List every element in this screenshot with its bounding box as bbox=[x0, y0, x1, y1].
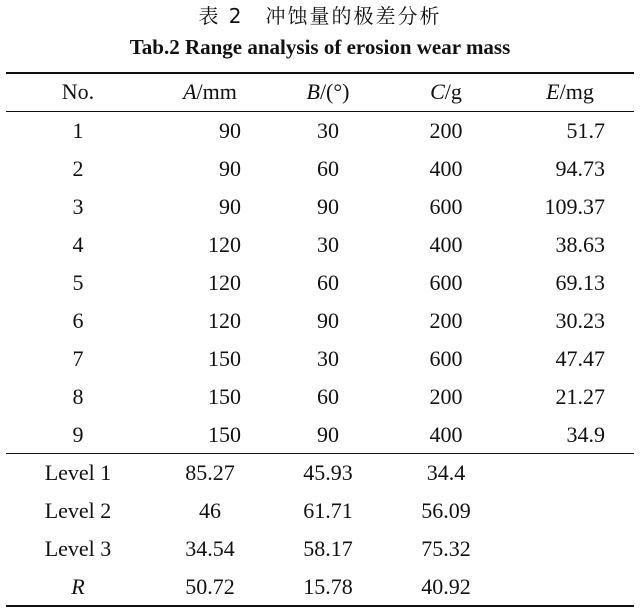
bottom-rule bbox=[6, 605, 634, 607]
summary-a: 46 bbox=[199, 498, 221, 523]
summary-b: 58.17 bbox=[303, 536, 353, 561]
cell-e-value: 38.63 bbox=[555, 232, 605, 257]
table-header-row bbox=[0, 73, 640, 111]
cell-no: 1 bbox=[72, 118, 84, 143]
table-caption-english: Tab.2 Range analysis of erosion wear mass bbox=[129, 35, 511, 59]
cell-a-value: 90 bbox=[219, 194, 241, 219]
cell-b: 60 bbox=[317, 384, 339, 409]
cell-c: 400 bbox=[429, 156, 463, 181]
summary-label: Level 1 bbox=[44, 460, 112, 485]
cell-e bbox=[500, 188, 640, 226]
cell-e bbox=[500, 416, 640, 454]
cell-e-value: 109.37 bbox=[544, 194, 605, 219]
table-row bbox=[0, 416, 640, 454]
cell-e bbox=[500, 340, 640, 378]
cell-c: 600 bbox=[429, 270, 463, 295]
cell-e bbox=[500, 150, 640, 188]
table-row bbox=[0, 188, 640, 226]
summary-label: Level 2 bbox=[44, 498, 112, 523]
header-c bbox=[376, 73, 516, 111]
cell-a-value: 120 bbox=[208, 308, 241, 333]
cell-a-value: 90 bbox=[219, 156, 241, 181]
cell-b: 90 bbox=[317, 422, 339, 447]
header-c-unit: /g bbox=[444, 79, 462, 104]
header-e-unit: /mg bbox=[559, 79, 594, 104]
header-b-var: B bbox=[306, 79, 320, 104]
header-a-var: A bbox=[183, 79, 197, 104]
cell-no: 2 bbox=[72, 156, 84, 181]
cell-e-value: 34.9 bbox=[566, 422, 605, 447]
summary-c: 40.92 bbox=[421, 574, 471, 599]
header-b-unit: /(°) bbox=[319, 79, 350, 104]
cell-c: 200 bbox=[429, 384, 463, 409]
table-row bbox=[0, 112, 640, 150]
summary-a: 85.27 bbox=[185, 460, 235, 485]
cell-no: 8 bbox=[72, 384, 84, 409]
cell-c: 400 bbox=[429, 422, 463, 447]
cell-b: 60 bbox=[317, 270, 339, 295]
summary-a: 34.54 bbox=[185, 536, 235, 561]
cell-no: 7 bbox=[72, 346, 84, 371]
table-row bbox=[0, 340, 640, 378]
cell-b: 30 bbox=[317, 232, 339, 257]
summary-c: 75.32 bbox=[421, 536, 471, 561]
summary-label: Level 3 bbox=[44, 536, 112, 561]
summary-row-level-3 bbox=[0, 530, 640, 568]
table-row bbox=[0, 150, 640, 188]
cell-no: 4 bbox=[72, 232, 84, 257]
table-row bbox=[0, 378, 640, 416]
cell-c: 600 bbox=[429, 346, 463, 371]
cell-e bbox=[500, 112, 640, 150]
cell-c: 400 bbox=[429, 232, 463, 257]
header-e-var: E bbox=[546, 79, 560, 104]
cell-a-value: 150 bbox=[208, 422, 241, 447]
summary-label: R bbox=[71, 574, 85, 599]
cell-e-value: 47.47 bbox=[555, 346, 605, 371]
cell-no: 5 bbox=[72, 270, 84, 295]
header-e bbox=[500, 73, 640, 111]
cell-e-value: 21.27 bbox=[555, 384, 605, 409]
cell-e bbox=[500, 302, 640, 340]
summary-b: 45.93 bbox=[303, 460, 353, 485]
header-a-unit: /mm bbox=[196, 79, 237, 104]
cell-b: 30 bbox=[317, 118, 339, 143]
header-no: No. bbox=[61, 79, 95, 104]
header-c-var: C bbox=[430, 79, 445, 104]
cell-c: 200 bbox=[429, 308, 463, 333]
cell-a-value: 150 bbox=[208, 384, 241, 409]
cell-no: 3 bbox=[72, 194, 84, 219]
cell-c: 200 bbox=[429, 118, 463, 143]
cell-e-value: 69.13 bbox=[555, 270, 605, 295]
summary-b: 61.71 bbox=[303, 498, 353, 523]
cell-b: 90 bbox=[317, 194, 339, 219]
summary-row-level-2 bbox=[0, 492, 640, 530]
summary-c: 56.09 bbox=[421, 498, 471, 523]
table-row bbox=[0, 226, 640, 264]
summary-a: 50.72 bbox=[185, 574, 235, 599]
cell-e bbox=[500, 378, 640, 416]
cell-c: 600 bbox=[429, 194, 463, 219]
cell-a-value: 150 bbox=[208, 346, 241, 371]
cell-b: 30 bbox=[317, 346, 339, 371]
cell-b: 60 bbox=[317, 156, 339, 181]
summary-row-level-1 bbox=[0, 454, 640, 492]
summary-b: 15.78 bbox=[303, 574, 353, 599]
cell-b: 90 bbox=[317, 308, 339, 333]
cell-a-value: 120 bbox=[208, 232, 241, 257]
cell-no: 9 bbox=[72, 422, 84, 447]
table-caption-chinese: 表 2 冲蚀量的极差分析 bbox=[198, 4, 442, 28]
cell-e-value: 94.73 bbox=[555, 156, 605, 181]
table-row bbox=[0, 264, 640, 302]
cell-no: 6 bbox=[72, 308, 84, 333]
cell-a-value: 120 bbox=[208, 270, 241, 295]
cell-e-value: 30.23 bbox=[555, 308, 605, 333]
cell-e bbox=[500, 226, 640, 264]
summary-row-range bbox=[0, 568, 640, 606]
cell-a-value: 90 bbox=[219, 118, 241, 143]
cell-e-value: 51.7 bbox=[566, 118, 605, 143]
table-row bbox=[0, 302, 640, 340]
summary-c: 34.4 bbox=[426, 460, 466, 485]
cell-e bbox=[500, 264, 640, 302]
